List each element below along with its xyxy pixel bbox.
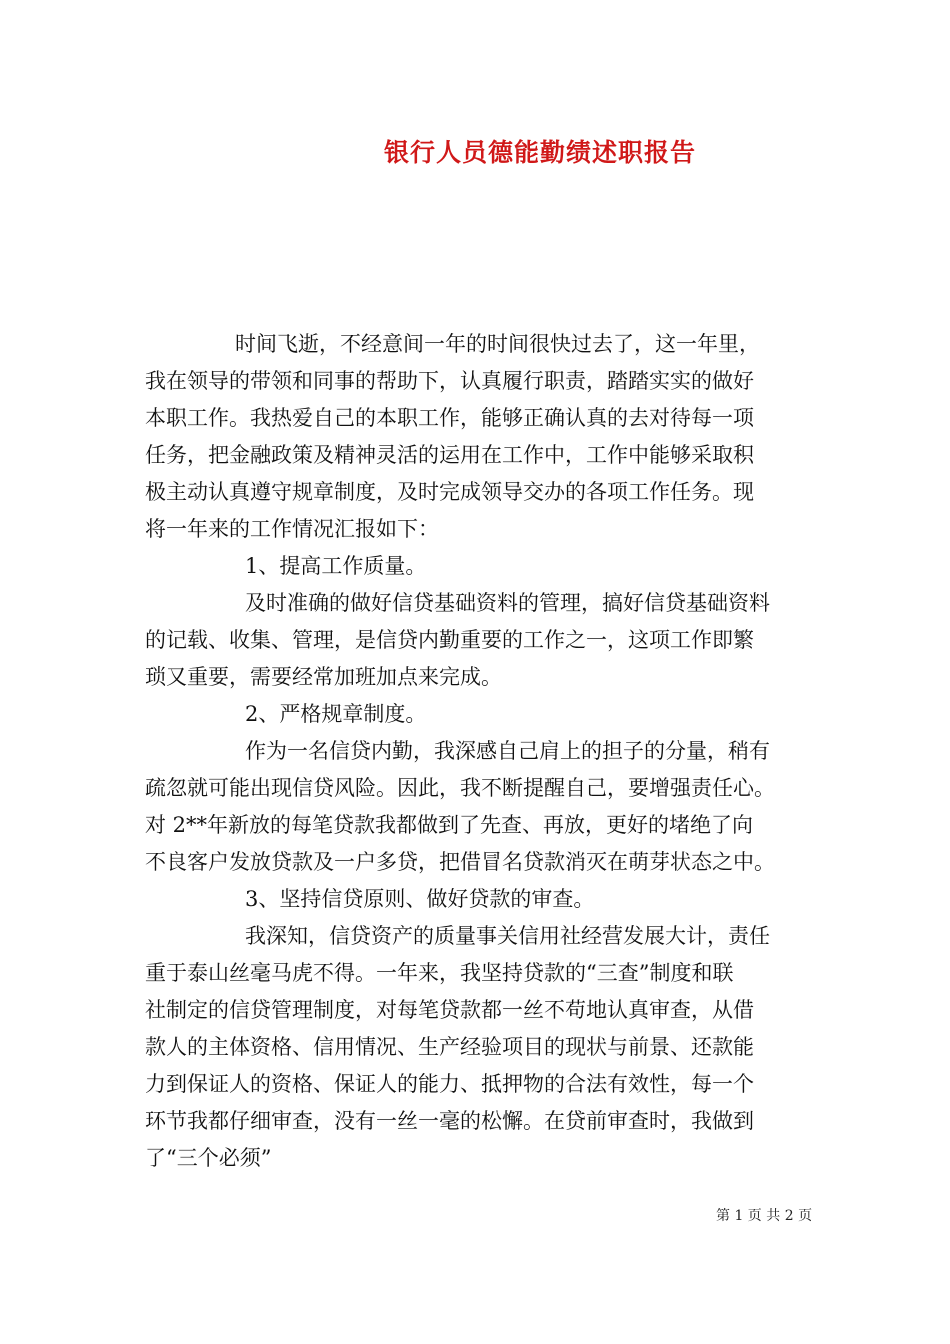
body-line: 的记载、收集、管理，是信贷内勤重要的工作之一，这项工作即繁: [145, 628, 754, 652]
body-line: 了“三个必须”: [145, 1146, 272, 1170]
body-line: 环节我都仔细审查，没有一丝一毫的松懈。在贷前审查时，我做到: [145, 1109, 754, 1133]
body-line: 琐又重要，需要经常加班加点来完成。: [145, 665, 502, 689]
document-title: 银行人员德能勤绩述职报告: [383, 138, 696, 167]
body-line: 对 2**年新放的每笔贷款我都做到了先查、再放，更好的堵绝了向: [145, 813, 754, 837]
section-heading: 3、坚持信贷原则、做好贷款的审查。: [245, 887, 595, 911]
page-footer: 第 1 页 共 2 页: [716, 1208, 813, 1224]
body-line: 重于泰山丝毫马虎不得。一年来，我坚持贷款的“三查”制度和联: [145, 961, 734, 985]
body-line: 我在领导的带领和同事的帮助下，认真履行职责，踏踏实实的做好: [145, 369, 754, 393]
body-line: 将一年来的工作情况汇报如下：: [145, 517, 439, 541]
body-line: 我深知，信贷资产的质量事关信用社经营发展大计，责任: [245, 924, 770, 948]
body-line: 极主动认真遵守规章制度，及时完成领导交办的各项工作任务。现: [145, 480, 754, 504]
body-line: 款人的主体资格、信用情况、生产经验项目的现状与前景、还款能: [145, 1035, 754, 1059]
body-line: 时间飞逝，不经意间一年的时间很快过去了，这一年里，: [235, 332, 760, 356]
body-line: 及时准确的做好信贷基础资料的管理，搞好信贷基础资料: [245, 591, 770, 615]
body-line: 任务，把金融政策及精神灵活的运用在工作中，工作中能够采取积: [145, 443, 754, 467]
body-line: 力到保证人的资格、保证人的能力、抵押物的合法有效性，每一个: [145, 1072, 754, 1096]
section-heading: 1、提高工作质量。: [245, 554, 427, 578]
body-line: 不良客户发放贷款及一户多贷，把借冒名贷款消灭在萌芽状态之中。: [145, 850, 775, 874]
body-line: 疏忽就可能出现信贷风险。因此，我不断提醒自己，要增强责任心。: [145, 776, 775, 800]
section-heading: 2、严格规章制度。: [245, 702, 427, 726]
body-line: 社制定的信贷管理制度，对每笔贷款都一丝不苟地认真审查，从借: [145, 998, 754, 1022]
body-line: 作为一名信贷内勤，我深感自己肩上的担子的分量，稍有: [245, 739, 770, 763]
body-line: 本职工作。我热爱自己的本职工作，能够正确认真的去对待每一项: [145, 406, 754, 430]
